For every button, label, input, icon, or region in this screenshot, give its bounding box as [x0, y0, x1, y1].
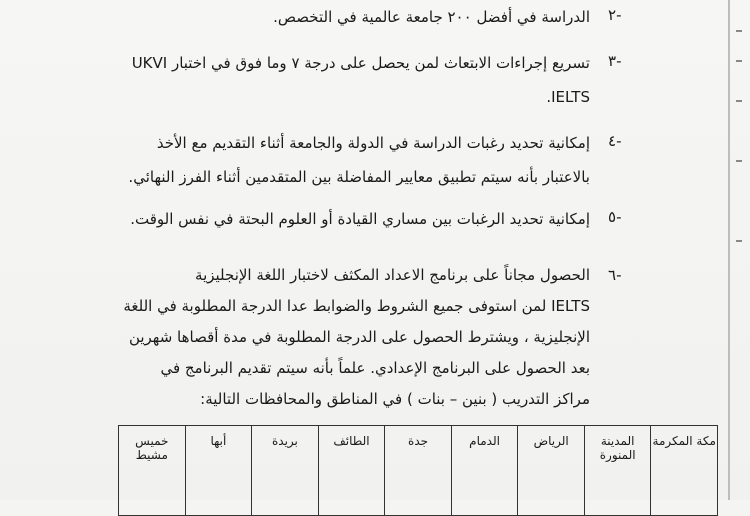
- list-item: [10, 126, 590, 194]
- item-line: بالاعتبار بأنه سيتم تطبيق معايير المفاضلة بين المتقدمين أثناء الفرز النهائي.: [128, 168, 590, 186]
- table-row: [119, 426, 718, 516]
- item-line: إمكانية تحديد الرغبات بين مساري القيادة أو العلوم البحتة في نفس الوقت.: [130, 210, 590, 228]
- margin-tick: [736, 60, 742, 62]
- item-number: ٣-: [608, 52, 622, 70]
- item-line: إمكانية تحديد رغبات الدراسة في الدولة والجامعة أثناء التقديم مع الأخذ: [156, 134, 590, 152]
- table-cell: الطائف: [318, 426, 385, 516]
- table-cell: خميس مشيط: [119, 426, 186, 516]
- item-line: تسريع إجراءات الابتعاث لمن يحصل على درجة ٧ وما فوق في اختبار UKVI: [131, 54, 590, 72]
- list-item: [10, 260, 590, 415]
- list-item: [10, 202, 590, 236]
- item-number: ٤-: [608, 132, 622, 150]
- item-number: ٦-: [608, 266, 622, 284]
- table-cell: الرياض: [518, 426, 585, 516]
- item-line: IELTS لمن استوفى جميع الشروط والضوابط عدا الدرجة المطلوبة في اللغة: [123, 297, 590, 315]
- item-line: بعد الحصول على البرنامج الإعدادي. علماً بأنه سيتم تقديم البرنامج في: [160, 359, 590, 377]
- item-line: الحصول مجاناً على برنامج الاعداد المكثف لاختبار اللغة الإنجليزية: [195, 266, 590, 284]
- item-line: مراكز التدريب ( بنين – بنات ) في المناطق والمحافظات التالية:: [200, 390, 590, 408]
- table-cell: مكة المكرمة: [651, 426, 718, 516]
- table-cell: المدينة المنورة: [584, 426, 651, 516]
- item-line: IELTS.: [546, 88, 590, 106]
- item-number: ٢-: [608, 6, 622, 24]
- margin-tick: [736, 240, 742, 242]
- item-line: الإنجليزية ، ويشترط الحصول على الدرجة المطلوبة في مدة أقصاها شهرين: [128, 328, 590, 346]
- table-cell: جدة: [385, 426, 452, 516]
- margin-tick: [736, 160, 742, 162]
- list-item: [70, 0, 590, 34]
- item-line: الدراسة في أفضل ٢٠٠ جامعة عالمية في التخصص.: [273, 8, 590, 26]
- training-cities-table: [118, 425, 718, 516]
- margin-tick: [736, 30, 742, 32]
- item-number: ٥-: [608, 208, 622, 226]
- table-cell: بريدة: [252, 426, 319, 516]
- list-item: [30, 46, 590, 114]
- table-cell: الدمام: [451, 426, 518, 516]
- table-cell: أبها: [185, 426, 252, 516]
- margin-tick: [736, 100, 742, 102]
- page-border-line: [728, 0, 730, 500]
